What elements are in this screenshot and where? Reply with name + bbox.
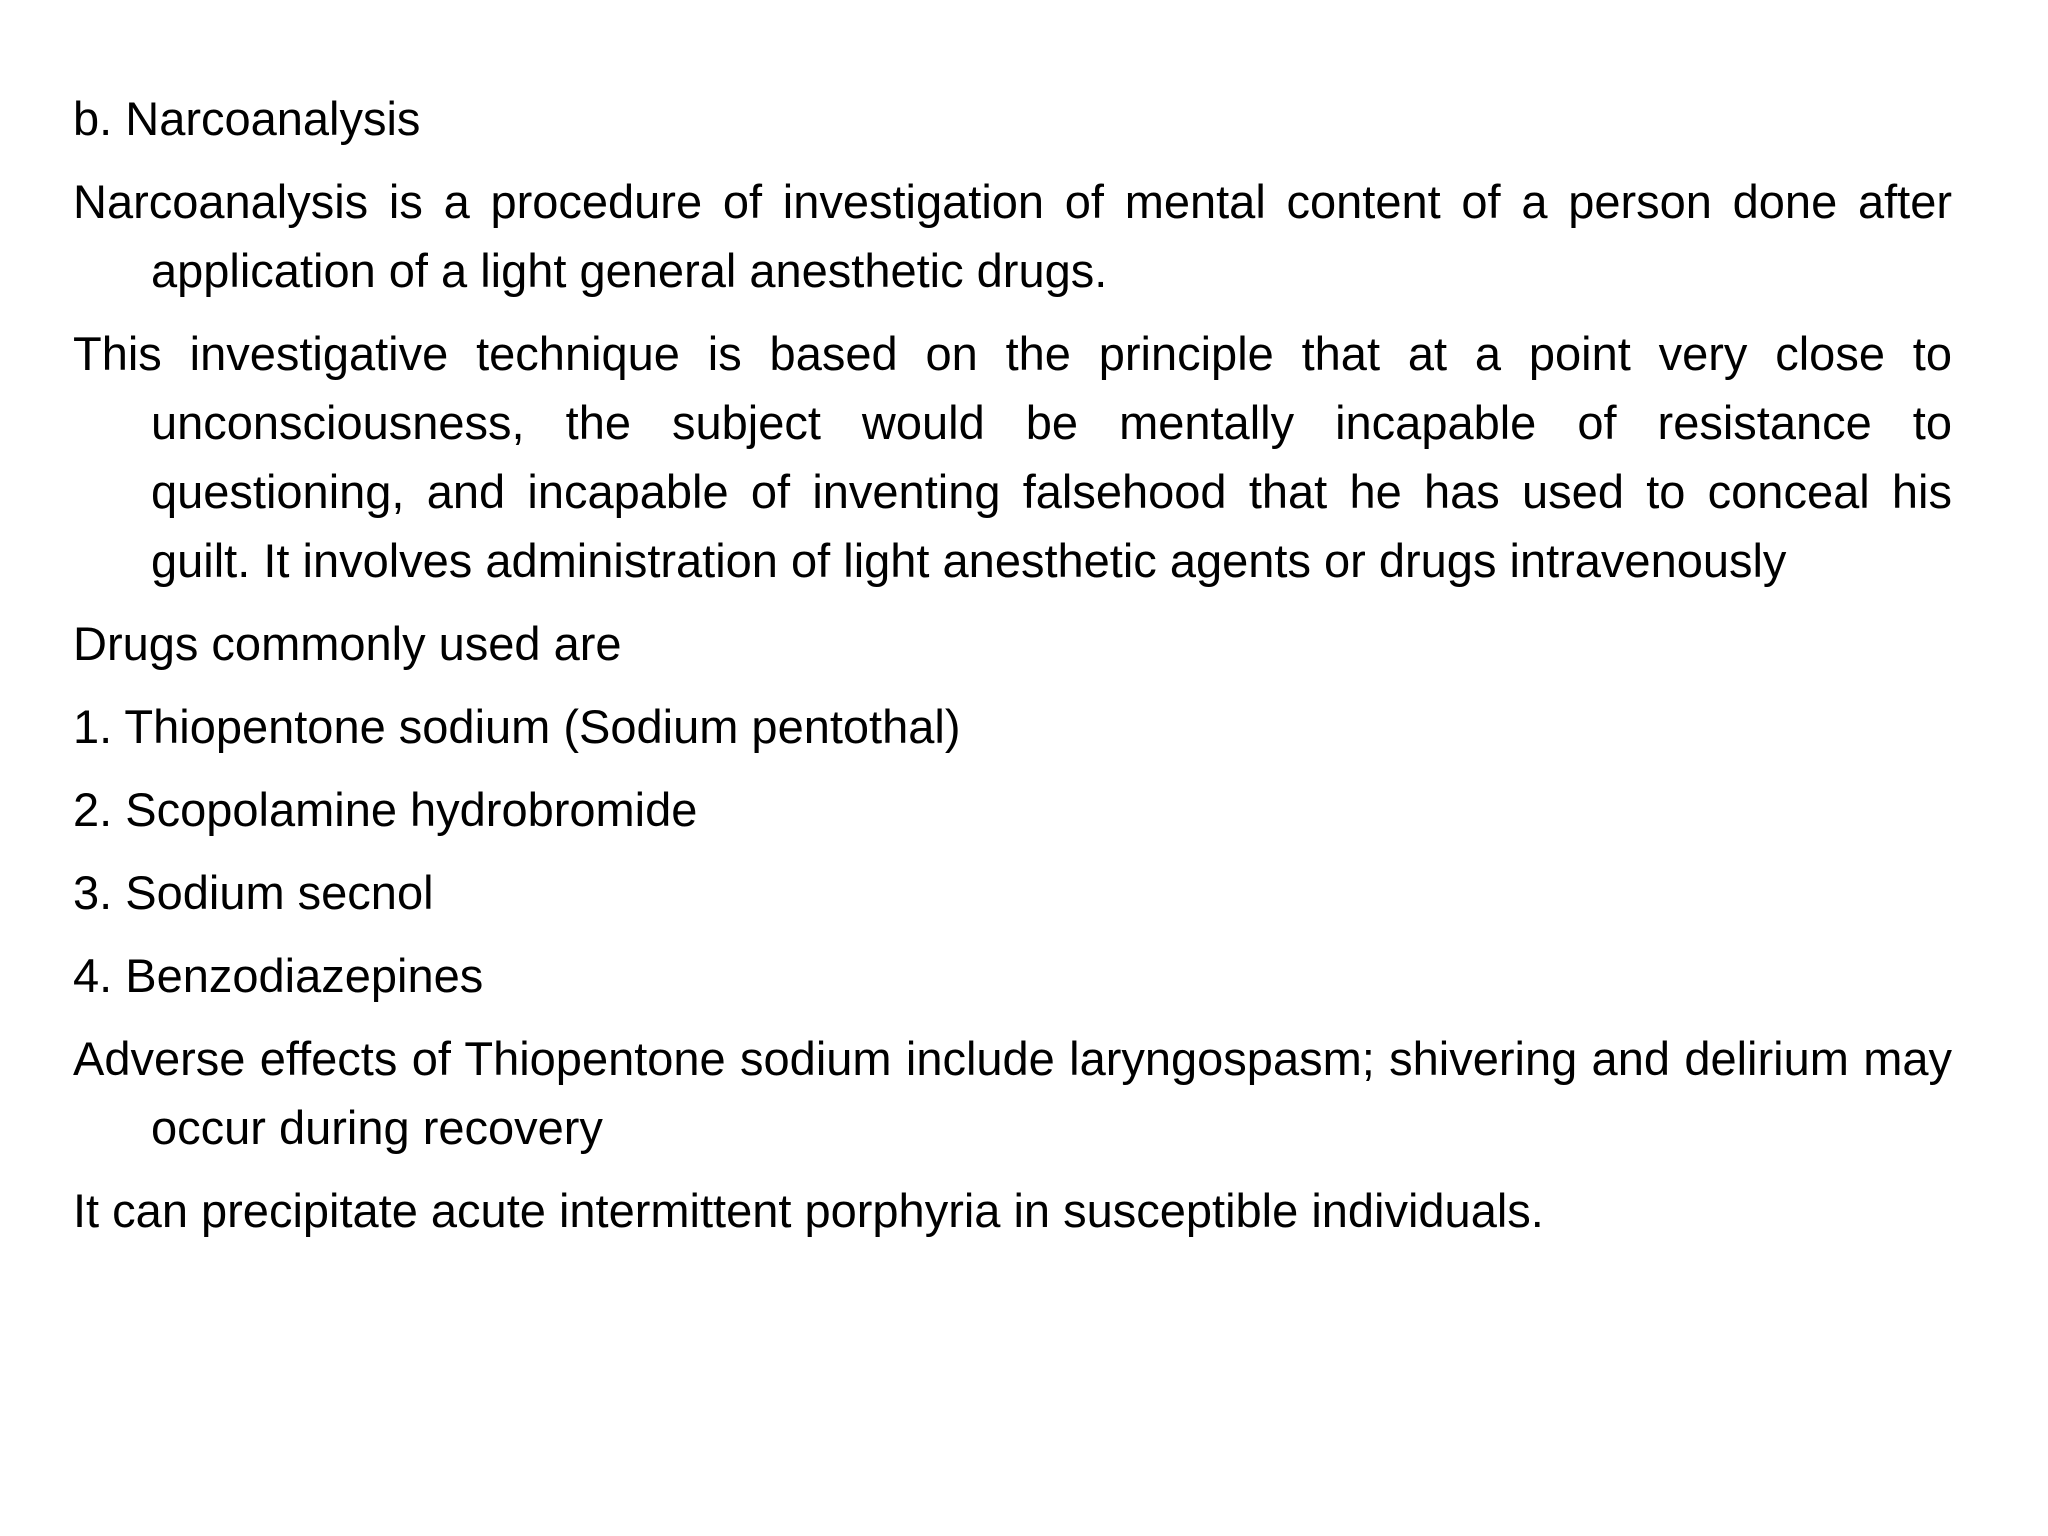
drug-item-scopolamine: 2. Scopolamine hydrobromide (73, 783, 698, 836)
adverse-effects-paragraph: Adverse effects of Thiopentone sodium include laryngospasm; shivering and delirium may occur during recovery (73, 1032, 1952, 1154)
definition-paragraph: Narcoanalysis is a procedure of investigation of mental content of a person done after application of a light general anesthetic drugs. (73, 175, 1952, 297)
slide-heading: b. Narcoanalysis (73, 92, 421, 145)
drug-item-sodium-secnol: 3. Sodium secnol (73, 866, 434, 919)
drug-item-thiopentone: 1. Thiopentone sodium (Sodium pentothal) (73, 700, 961, 753)
slide-body (73, 84, 1952, 1259)
drugs-intro: Drugs commonly used are (73, 617, 622, 670)
drug-item-benzodiazepines: 4. Benzodiazepines (73, 949, 484, 1002)
principle-paragraph: This investigative technique is based on the principle that at a point very close to unconsciousness, the subject would be mentally incapable of resistance to questioning, and incapable of inventing falsehood that he has used to conceal his guilt. It involves administration of light anesthetic agents or drugs intravenously (73, 327, 1952, 587)
porphyria-paragraph: It can precipitate acute intermittent porphyria in susceptible individuals. (73, 1184, 1544, 1237)
